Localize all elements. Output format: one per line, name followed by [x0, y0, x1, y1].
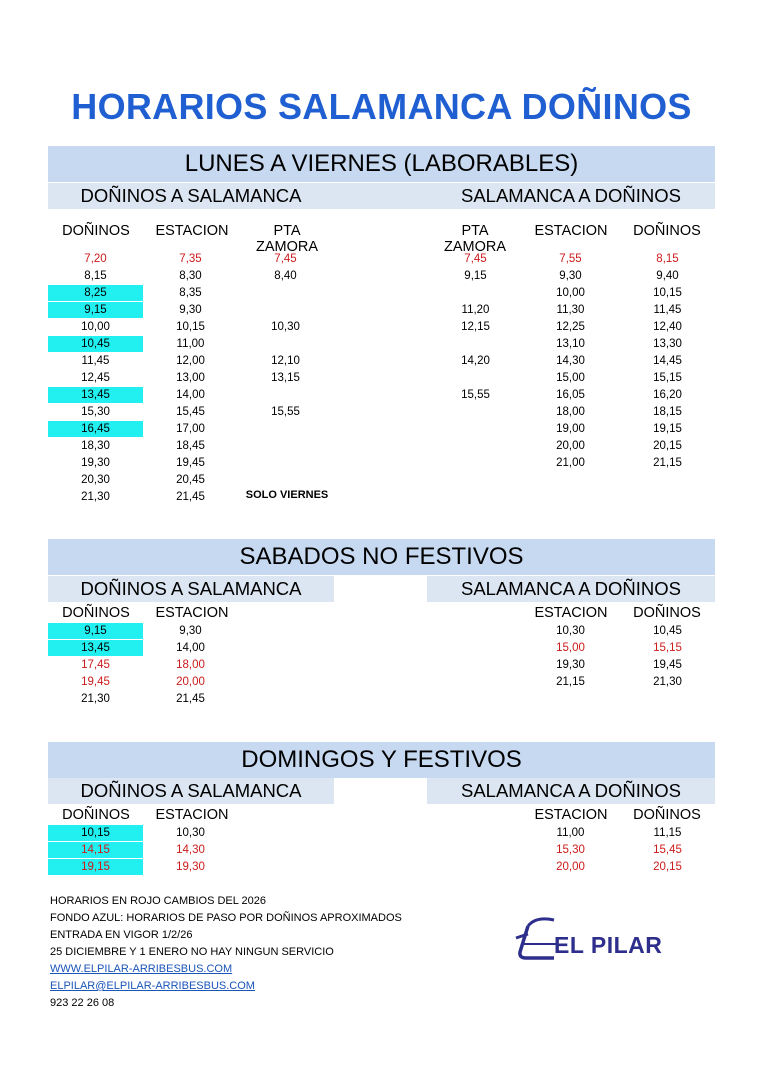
- sunday-heading: DOMINGOS Y FESTIVOS: [48, 742, 715, 778]
- weekday-in-cell: 7,55: [559, 253, 582, 265]
- weekday-out-cell: 20,45: [176, 474, 205, 486]
- weekday-in-cell: 11,30: [556, 304, 585, 316]
- el-pilar-logo: [514, 914, 664, 966]
- weekday-out-cell: 7,45: [274, 253, 297, 265]
- weekday-out-cell: 12,45: [81, 372, 110, 384]
- saturday-col-estacion-in: ESTACION: [534, 605, 608, 621]
- weekday-in-cell: 21,15: [653, 457, 682, 469]
- footer-website-link[interactable]: WWW.ELPILAR-ARRIBESBUS.COM: [50, 963, 233, 975]
- sunday-col-donynos-out: DOÑINOS: [62, 807, 130, 823]
- weekday-out-cell: 12,00: [176, 355, 205, 367]
- weekday-out-cell: 18,45: [176, 440, 205, 452]
- saturday-out-cell: 18,00: [176, 659, 205, 671]
- saturday-out-cell: 20,00: [176, 676, 205, 688]
- weekday-in-cell: 14,30: [556, 355, 585, 367]
- weekday-out-cell: 8,15: [84, 270, 107, 282]
- weekday-out-title: DOÑINOS A SALAMANCA: [48, 183, 334, 209]
- sunday-out-cell: 14,15: [48, 842, 143, 858]
- footer-email-link[interactable]: ELPILAR@ELPILAR-ARRIBESBUS.COM: [50, 980, 255, 992]
- saturday-out-title: DOÑINOS A SALAMANCA: [48, 576, 334, 602]
- sunday-in-cell: 11,15: [653, 827, 682, 839]
- sunday-in-cell: 20,00: [556, 861, 585, 873]
- weekday-out-cell: 13,45: [48, 387, 143, 403]
- footer-no-service: 25 DICIEMBRE Y 1 ENERO NO HAY NINGUN SERVICIO: [50, 946, 334, 958]
- sunday-in-cell: 15,30: [556, 844, 585, 856]
- saturday-out-cell: 13,45: [48, 640, 143, 656]
- saturday-col-estacion-out: ESTACION: [155, 605, 229, 621]
- weekday-out-cell: 18,30: [81, 440, 110, 452]
- weekday-in-cell: 20,15: [653, 440, 682, 452]
- weekday-in-cell: 9,30: [559, 270, 582, 282]
- sunday-out-cell: 10,15: [48, 825, 143, 841]
- weekday-out-cell: 15,45: [176, 406, 205, 418]
- weekday-out-cell: 8,30: [179, 270, 202, 282]
- weekday-out-cell: 21,45: [176, 491, 205, 503]
- weekday-out-cell: 10,30: [271, 321, 300, 333]
- weekday-in-cell: 9,15: [464, 270, 487, 282]
- sunday-in-title: SALAMANCA A DOÑINOS: [427, 778, 715, 804]
- weekday-col-estacion-in: ESTACION: [534, 223, 608, 239]
- weekday-out-cell: 9,15: [48, 302, 143, 318]
- weekday-out-cell: 15,30: [81, 406, 110, 418]
- weekday-out-cell: 19,30: [81, 457, 110, 469]
- weekday-in-cell: 20,00: [556, 440, 585, 452]
- sunday-out-cell: 19,15: [48, 859, 143, 875]
- weekday-out-cell: 13,00: [176, 372, 205, 384]
- weekday-col-donynos-out: DOÑINOS: [62, 223, 130, 239]
- weekday-in-cell: 16,20: [653, 389, 682, 401]
- weekday-in-cell: 9,40: [656, 270, 679, 282]
- weekday-in-cell: 19,00: [556, 423, 585, 435]
- weekday-in-cell: 11,45: [653, 304, 682, 316]
- footer-notes: [50, 893, 402, 1012]
- footer-red-note: HORARIOS EN ROJO CAMBIOS DEL 2026: [50, 895, 266, 907]
- bus-logo-icon: [514, 914, 558, 966]
- footer-phone: 923 22 26 08: [50, 997, 115, 1009]
- weekday-in-cell: 21,00: [556, 457, 585, 469]
- weekday-col-ptazamora-out: PTA ZAMORA: [255, 223, 319, 255]
- weekday-out-cell: 7,35: [179, 253, 202, 265]
- saturday-col-donynos-in: DOÑINOS: [633, 605, 701, 621]
- weekday-sub-gap: [334, 183, 427, 209]
- sunday-out-cell: 14,30: [176, 844, 205, 856]
- footer-effective-date: ENTRADA EN VIGOR 1/2/26: [50, 929, 193, 941]
- weekday-in-cell: 10,00: [556, 287, 585, 299]
- sunday-out-cell: 10,30: [176, 827, 205, 839]
- weekday-out-cell: 13,15: [271, 372, 300, 384]
- saturday-in-cell: 10,30: [556, 625, 585, 637]
- saturday-out-cell: 21,45: [176, 693, 205, 705]
- weekday-out-cell: 10,15: [176, 321, 205, 333]
- weekday-in-cell: 7,45: [464, 253, 487, 265]
- footer-blue-note: FONDO AZUL: HORARIOS DE PASO POR DOÑINOS APROXIMADOS: [50, 912, 402, 924]
- weekday-in-cell: 15,00: [556, 372, 585, 384]
- weekday-in-cell: 8,15: [656, 253, 679, 265]
- weekday-out-cell: 14,00: [176, 389, 205, 401]
- weekday-out-cell: 10,45: [48, 336, 143, 352]
- saturday-in-cell: 15,15: [653, 642, 682, 654]
- weekday-out-cell: 8,25: [48, 285, 143, 301]
- weekday-col-estacion-out: ESTACION: [155, 223, 229, 239]
- saturday-col-donynos-out: DOÑINOS: [62, 605, 130, 621]
- weekday-out-cell: 19,45: [176, 457, 205, 469]
- saturday-out-cell: 9,30: [179, 625, 202, 637]
- weekday-col-ptazamora-in: PTA ZAMORA: [443, 223, 507, 255]
- weekday-out-cell: 20,30: [81, 474, 110, 486]
- weekday-out-cell: 21,30: [81, 491, 110, 503]
- weekday-out-cell: 15,55: [271, 406, 300, 418]
- weekday-in-cell: 15,55: [461, 389, 490, 401]
- weekday-out-cell: 17,00: [176, 423, 205, 435]
- weekday-in-cell: 12,40: [653, 321, 682, 333]
- sunday-in-cell: 15,45: [653, 844, 682, 856]
- saturday-in-cell: 15,00: [556, 642, 585, 654]
- weekday-in-cell: 15,15: [653, 372, 682, 384]
- weekday-out-cell: 8,40: [274, 270, 297, 282]
- saturday-in-cell: 19,30: [556, 659, 585, 671]
- sunday-col-estacion-in: ESTACION: [534, 807, 608, 823]
- weekday-in-cell: 18,15: [653, 406, 682, 418]
- saturday-in-cell: 21,30: [653, 676, 682, 688]
- weekday-in-cell: 12,25: [556, 321, 585, 333]
- weekday-col-donynos-in: DOÑINOS: [633, 223, 701, 239]
- weekday-out-cell: 8,35: [179, 287, 202, 299]
- sunday-col-estacion-out: ESTACION: [155, 807, 229, 823]
- sunday-out-title: DOÑINOS A SALAMANCA: [48, 778, 334, 804]
- saturday-in-cell: 21,15: [556, 676, 585, 688]
- sunday-in-cell: 11,00: [556, 827, 585, 839]
- saturday-in-cell: 10,45: [653, 625, 682, 637]
- weekday-out-cell: 11,45: [81, 355, 110, 367]
- weekday-in-cell: 12,15: [461, 321, 490, 333]
- weekday-out-cell: 7,20: [84, 253, 107, 265]
- weekday-in-cell: 18,00: [556, 406, 585, 418]
- weekday-in-cell: 16,05: [556, 389, 585, 401]
- weekday-in-cell: 11,20: [461, 304, 490, 316]
- weekday-out-cell: 10,00: [81, 321, 110, 333]
- weekday-out-cell: 9,30: [179, 304, 202, 316]
- weekday-note: SOLO VIERNES: [245, 489, 329, 501]
- weekday-in-cell: 13,30: [653, 338, 682, 350]
- sunday-out-cell: 19,30: [176, 861, 205, 873]
- saturday-out-cell: 21,30: [81, 693, 110, 705]
- saturday-out-cell: 9,15: [48, 623, 143, 639]
- weekday-in-title: SALAMANCA A DOÑINOS: [427, 183, 715, 209]
- weekday-in-cell: 13,10: [556, 338, 585, 350]
- saturday-in-title: SALAMANCA A DOÑINOS: [427, 576, 715, 602]
- saturday-heading: SABADOS NO FESTIVOS: [48, 539, 715, 575]
- weekday-in-cell: 14,20: [461, 355, 490, 367]
- page-title: HORARIOS SALAMANCA DOÑINOS: [71, 86, 692, 127]
- sunday-in-cell: 20,15: [653, 861, 682, 873]
- sunday-col-donynos-in: DOÑINOS: [633, 807, 701, 823]
- weekday-out-cell: 12,10: [271, 355, 300, 367]
- saturday-out-cell: 17,45: [81, 659, 110, 671]
- weekday-in-cell: 10,15: [653, 287, 682, 299]
- weekday-in-cell: 19,15: [653, 423, 682, 435]
- saturday-out-cell: 14,00: [176, 642, 205, 654]
- weekday-in-cell: 14,45: [653, 355, 682, 367]
- saturday-out-cell: 19,45: [81, 676, 110, 688]
- logo-text: EL PILAR: [554, 932, 663, 958]
- weekday-out-cell: 16,45: [48, 421, 143, 437]
- saturday-in-cell: 19,45: [653, 659, 682, 671]
- weekday-out-cell: 11,00: [176, 338, 205, 350]
- weekday-heading: LUNES A VIERNES (LABORABLES): [48, 146, 715, 182]
